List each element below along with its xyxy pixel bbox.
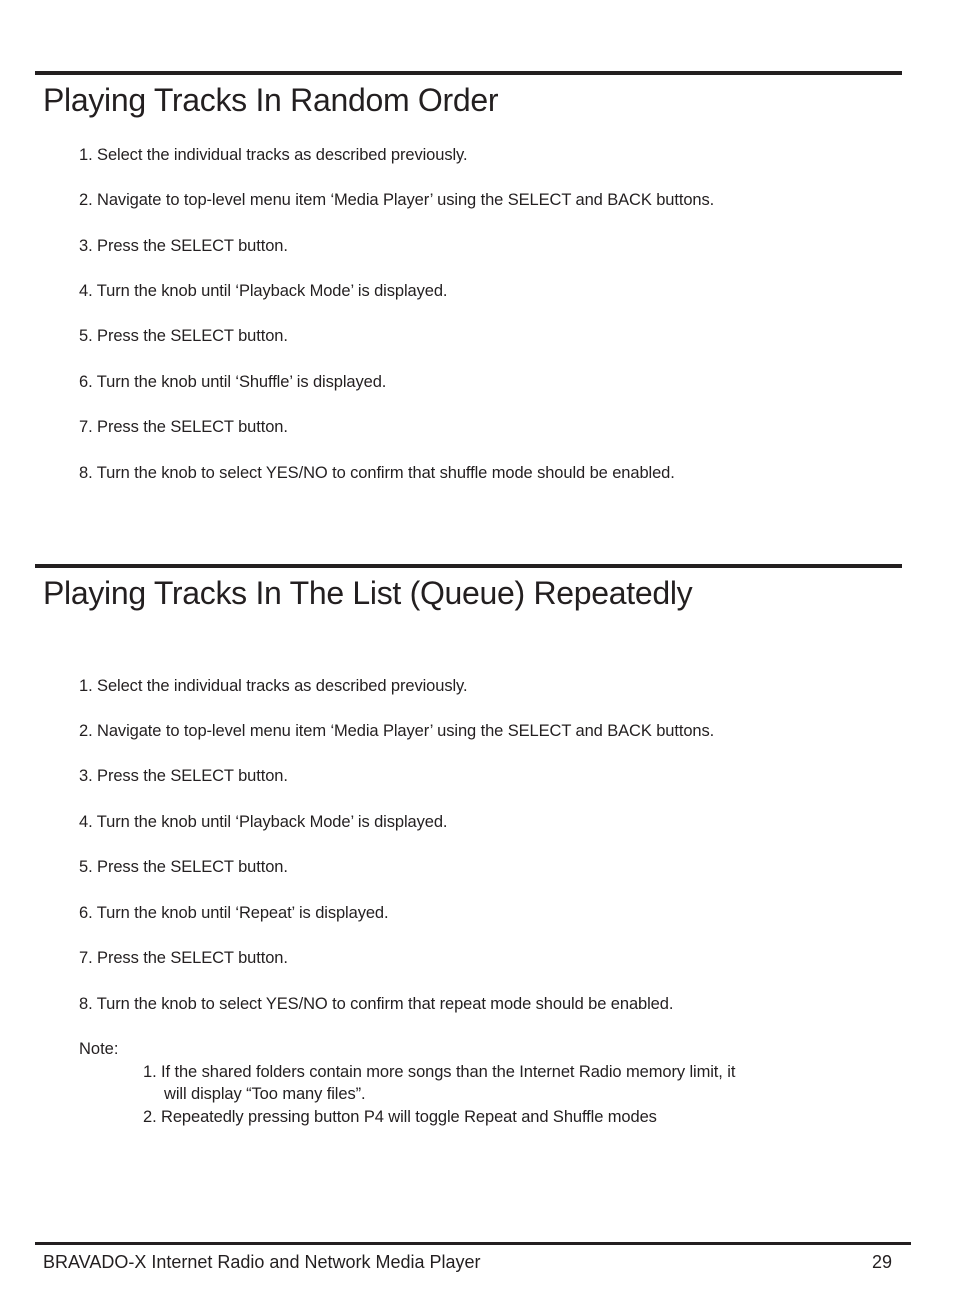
list-item: 5. Press the SELECT button. [79, 327, 288, 345]
list-item: 1. Select the individual tracks as described previously. [79, 146, 468, 164]
list-item: 3. Press the SELECT button. [79, 237, 288, 255]
section-title-repeat: Playing Tracks In The List (Queue) Repeatedly [43, 575, 693, 611]
page-number: 29 [872, 1252, 893, 1272]
list-item: 6. Turn the knob until ‘Shuffle’ is displayed. [79, 373, 387, 391]
footer-divider [35, 1242, 911, 1245]
section-divider [35, 71, 902, 75]
section-title-random-order: Playing Tracks In Random Order [43, 82, 499, 118]
list-item: 2. Navigate to top-level menu item ‘Media Player’ using the SELECT and BACK buttons. [79, 722, 715, 740]
list-item: 5. Press the SELECT button. [79, 858, 288, 876]
note-label: Note: [79, 1040, 119, 1058]
list-item: 4. Turn the knob until ‘Playback Mode’ is displayed. [79, 813, 448, 831]
note-item: 1. If the shared folders contain more songs than the Internet Radio memory limit, it [143, 1063, 736, 1081]
list-item: 1. Select the individual tracks as described previously. [79, 677, 468, 695]
note-item: 2. Repeatedly pressing button P4 will toggle Repeat and Shuffle modes [143, 1108, 657, 1126]
list-item: 8. Turn the knob to select YES/NO to confirm that repeat mode should be enabled. [79, 995, 674, 1013]
list-item: 4. Turn the knob until ‘Playback Mode’ is displayed. [79, 282, 448, 300]
footer-title: BRAVADO-X Internet Radio and Network Media Player [43, 1252, 481, 1272]
section-divider [35, 564, 902, 568]
list-item: 6. Turn the knob until ‘Repeat’ is displayed. [79, 904, 389, 922]
list-item: 2. Navigate to top-level menu item ‘Media Player’ using the SELECT and BACK buttons. [79, 191, 715, 209]
note-item-continuation: will display “Too many files”. [164, 1085, 366, 1103]
list-item: 7. Press the SELECT button. [79, 418, 288, 436]
list-item: 3. Press the SELECT button. [79, 767, 288, 785]
list-item: 7. Press the SELECT button. [79, 949, 288, 967]
list-item: 8. Turn the knob to select YES/NO to confirm that shuffle mode should be enabled. [79, 464, 675, 482]
